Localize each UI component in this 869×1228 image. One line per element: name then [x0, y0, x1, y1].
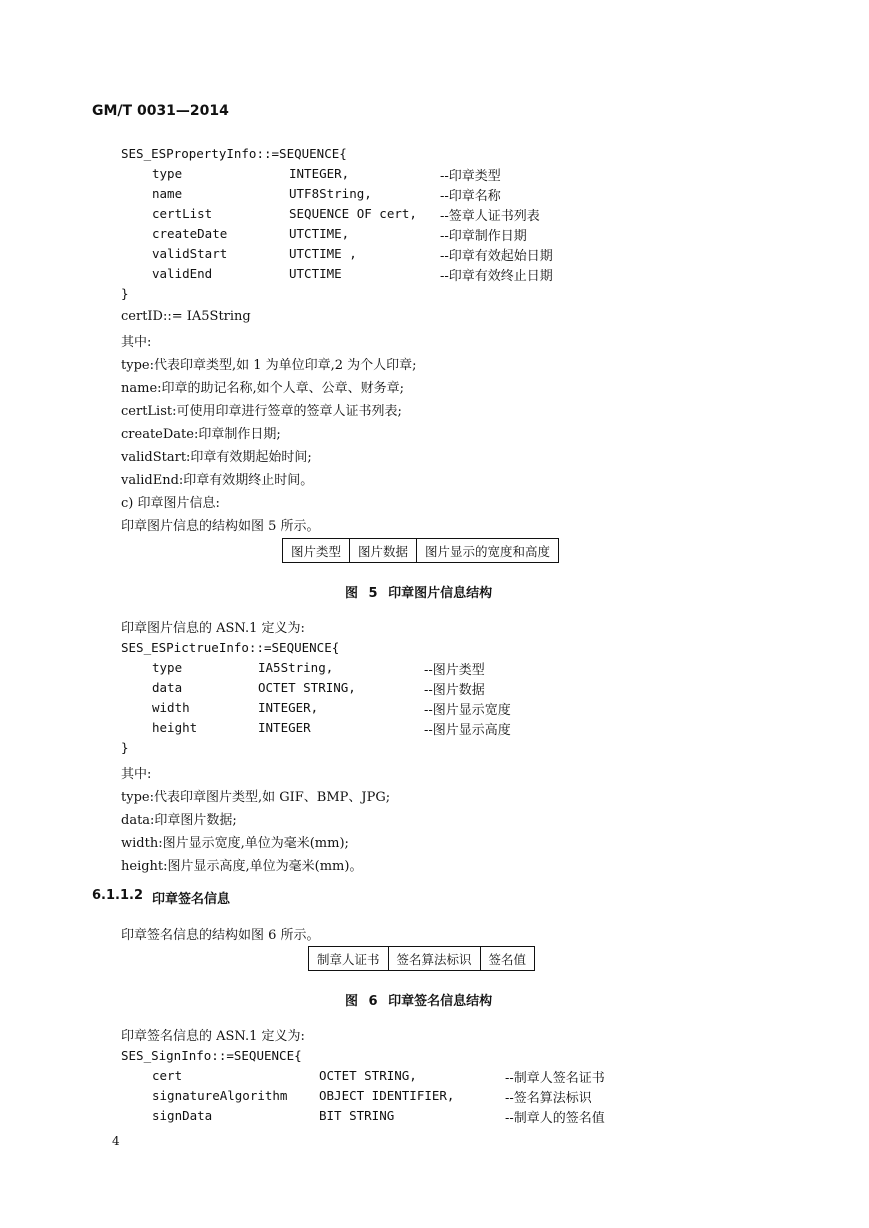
property-info-close: }	[121, 286, 129, 301]
figure-5-cell: 图片类型	[283, 539, 350, 563]
section-heading-number: 6.1.1.2	[92, 888, 143, 903]
figure-6-caption: 图 6 印章签名信息结构	[345, 994, 493, 1009]
property-field-type: UTCTIME ,	[289, 246, 357, 261]
picture-desc-line: height:图片显示高度,单位为毫米(mm)。	[121, 859, 363, 874]
property-field-comment: --印章制作日期	[440, 229, 527, 244]
standard-header: GM/T 0031—2014	[92, 103, 229, 119]
picture-field-name: width	[152, 700, 190, 715]
property-field-name: name	[152, 186, 183, 201]
figure-6-cell: 制章人证书	[309, 947, 389, 971]
signature-field-type: OBJECT IDENTIFIER,	[319, 1088, 455, 1103]
signature-field-name: signatureAlgorithm	[152, 1088, 288, 1103]
figure-5-cell: 图片数据	[350, 539, 417, 563]
property-field-name: createDate	[152, 226, 228, 241]
picture-field-comment: --图片类型	[424, 663, 485, 678]
picture-item-label: c) 印章图片信息:	[121, 496, 220, 511]
property-field-name: validEnd	[152, 266, 213, 281]
section-heading-title: 印章签名信息	[152, 892, 231, 907]
property-field-name: certList	[152, 206, 213, 221]
figure-5-cell: 图片显示的宽度和高度	[417, 539, 559, 563]
picture-field-comment: --图片数据	[424, 683, 485, 698]
property-field-comment: --签章人证书列表	[440, 209, 540, 224]
picture-desc-line: data:印章图片数据;	[121, 813, 237, 828]
picture-field-name: type	[152, 660, 183, 675]
signature-field-name: signData	[152, 1108, 213, 1123]
where-label: 其中:	[121, 767, 152, 782]
where-label: 其中:	[121, 335, 152, 350]
signature-field-type: OCTET STRING,	[319, 1068, 417, 1083]
picture-field-type: IA5String,	[258, 660, 334, 675]
signature-info-def-line: SES_SignInfo::=SEQUENCE{	[121, 1048, 302, 1063]
picture-field-name: data	[152, 680, 183, 695]
property-field-type: UTF8String,	[289, 186, 372, 201]
picture-field-name: height	[152, 720, 198, 735]
signature-intro: 印章签名信息的结构如图 6 所示。	[121, 928, 320, 943]
property-field-name: type	[152, 166, 183, 181]
figure-6-structure	[308, 946, 535, 971]
picture-desc-line: type:代表印章图片类型,如 GIF、BMP、JPG;	[121, 790, 391, 805]
picture-field-type: INTEGER,	[258, 700, 319, 715]
signature-field-name: cert	[152, 1068, 183, 1083]
picture-field-comment: --图片显示宽度	[424, 703, 511, 718]
picture-field-type: OCTET STRING,	[258, 680, 356, 695]
figure-5-caption: 图 5 印章图片信息结构	[345, 586, 493, 601]
property-field-comment: --印章有效起始日期	[440, 249, 553, 264]
property-desc-line: name:印章的助记名称,如个人章、公章、财务章;	[121, 381, 405, 396]
property-field-name: validStart	[152, 246, 228, 261]
picture-asn-intro: 印章图片信息的 ASN.1 定义为:	[121, 621, 305, 636]
property-info-def-line: SES_ESPropertyInfo::=SEQUENCE{	[121, 146, 347, 161]
property-desc-line: createDate:印章制作日期;	[121, 427, 281, 442]
picture-desc-line: width:图片显示宽度,单位为毫米(mm);	[121, 836, 349, 851]
property-field-type: SEQUENCE OF cert,	[289, 206, 417, 221]
picture-intro: 印章图片信息的结构如图 5 所示。	[121, 519, 320, 534]
property-field-comment: --印章类型	[440, 169, 501, 184]
picture-info-close: }	[121, 740, 129, 755]
certid-definition: certID::= IA5String	[121, 309, 251, 324]
property-field-type: INTEGER,	[289, 166, 350, 181]
figure-6-cell: 签名算法标识	[388, 947, 480, 971]
page-number: 4	[112, 1134, 120, 1148]
figure-6-cell: 签名值	[480, 947, 535, 971]
signature-field-comment: --制章人签名证书	[505, 1071, 605, 1086]
property-field-comment: --印章名称	[440, 189, 501, 204]
figure-5-structure	[282, 538, 559, 563]
signature-field-comment: --签名算法标识	[505, 1091, 592, 1106]
property-desc-line: validEnd:印章有效期终止时间。	[121, 473, 314, 488]
picture-info-def-line: SES_ESPictrueInfo::=SEQUENCE{	[121, 640, 340, 655]
picture-field-type: INTEGER	[258, 720, 311, 735]
picture-field-comment: --图片显示高度	[424, 723, 511, 738]
signature-field-type: BIT STRING	[319, 1108, 395, 1123]
property-field-type: UTCTIME,	[289, 226, 350, 241]
property-desc-line: type:代表印章类型,如 1 为单位印章,2 为个人印章;	[121, 358, 417, 373]
signature-asn-intro: 印章签名信息的 ASN.1 定义为:	[121, 1029, 305, 1044]
property-field-comment: --印章有效终止日期	[440, 269, 553, 284]
property-desc-line: certList:可使用印章进行签章的签章人证书列表;	[121, 404, 402, 419]
property-field-type: UTCTIME	[289, 266, 342, 281]
property-desc-line: validStart:印章有效期起始时间;	[121, 450, 312, 465]
signature-field-comment: --制章人的签名值	[505, 1111, 605, 1126]
